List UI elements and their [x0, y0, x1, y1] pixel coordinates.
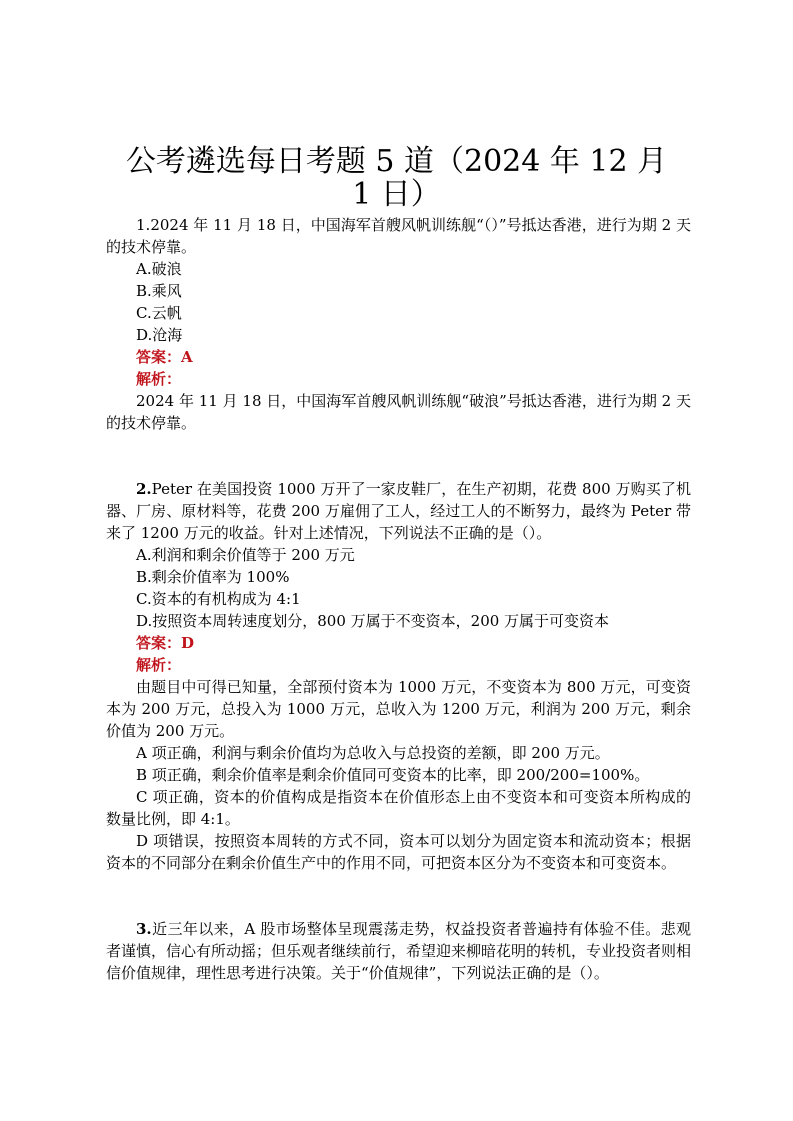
document-body [106, 214, 691, 984]
spacer [106, 434, 691, 456]
question-text: 2024 年 11 月 18 日，中国海军首艘风帆训练舰“（）”号抵达香港，进行为期 2 天的技术停靠。 [106, 216, 691, 256]
analysis-label: 解析： [136, 656, 182, 674]
question-text: 近三年以来，A 股市场整体呈现震荡走势，权益投资者普遍持有体验不佳。悲观者谨慎，信心有所动摇；但乐观者继续前行，希望迎来柳暗花明的转机，专业投资者则相信价值规律，理性思考进行决策。关于“价值规律”，下列说法正确的是（）。 [106, 920, 692, 982]
question-stem [106, 918, 691, 984]
question-stem [106, 214, 691, 258]
spacer [106, 456, 691, 478]
question-3 [106, 918, 691, 984]
analysis-text: A 项正确，利润与剩余价值均为总收入与总投资的差额，即 200 万元。 [136, 744, 610, 762]
spacer [106, 896, 691, 918]
analysis-text: 2024 年 11 月 18 日，中国海军首艘风帆训练舰“破浪”号抵达香港，进行为期 2 天的技术停靠。 [106, 392, 691, 432]
option-d: D.按照资本周转速度划分，800 万属于不变资本，200 万属于可变资本 [136, 612, 610, 630]
option-a: A.利润和剩余价值等于 200 万元 [136, 546, 355, 564]
option-d: D.沧海 [136, 326, 183, 344]
question-number: 1. [136, 216, 151, 234]
option-a: A.破浪 [136, 260, 182, 278]
question-text: Peter 在美国投资 1000 万开了一家皮鞋厂，在生产初期，花费 800 万购买了机器、厂房、原材料等，花费 200 万雇佣了工人，经过工人的不断努力，最终为 Peter 带来了 1200 万元的收益。针对上述情况，下列说法不正确的是（）。 [106, 480, 691, 542]
question-number: 3. [136, 920, 152, 938]
analysis-text: B 项正确，剩余价值率是剩余价值同可变资本的比率，即 200/200=100%。 [136, 766, 650, 784]
option-b: B.乘风 [136, 282, 182, 300]
question-2 [106, 478, 691, 874]
analysis-text: C 项正确，资本的价值构成是指资本在价值形态上由不变资本和可变资本所构成的数量比例，即 4:1。 [106, 788, 691, 828]
analysis-text: 由题目中可得已知量，全部预付资本为 1000 万元，不变资本为 800 万元，可变资本为 200 万元，总投入为 1000 万元，总收入为 1200 万元，利润为 200 万元，剩余价值为 200 万元。 [106, 678, 691, 740]
analysis-text: D 项错误，按照资本周转的方式不同，资本可以划分为固定资本和流动资本；根据资本的不同部分在剩余价值生产中的作用不同，可把资本区分为不变资本和可变资本。 [106, 832, 691, 872]
option-c: C.资本的有机构成为 4:1 [136, 590, 301, 608]
option-c: C.云帆 [136, 304, 182, 322]
answer-label: 答案：D [136, 634, 195, 652]
option-b: B.剩余价值率为 100% [136, 568, 290, 586]
page-title: 公考遴选每日考题 5 道（2024 年 12 月 1 日） [125, 144, 668, 212]
analysis-label: 解析： [136, 370, 182, 388]
question-stem [106, 478, 691, 544]
question-number: 2. [136, 480, 152, 498]
answer-label: 答案：A [136, 348, 193, 366]
question-1 [106, 214, 691, 434]
spacer [106, 874, 691, 896]
